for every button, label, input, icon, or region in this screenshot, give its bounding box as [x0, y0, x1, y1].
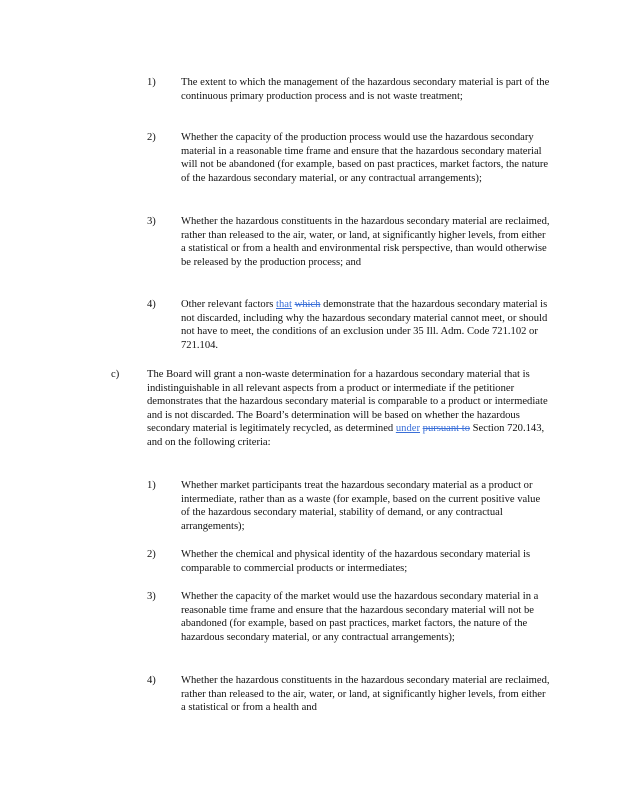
c-item-2-text: Whether the chemical and physical identity of the hazardous secondary material is comparable to commercial products or intermediates; [181, 549, 531, 574]
c-item-3-text: Whether the capacity of the market would use the hazardous secondary material in a reasonable time frame and ensure that the hazardous secondary material will not be abandoned (for example, based on past practices, market factors, the nature of the hazardous secondary material, or any contractual arrangements); [181, 591, 539, 643]
section-c-text: The Board will grant a non-waste determination for a hazardous secondary material that is indistinguishable in all relevant aspects from a product or intermediate if the petitioner demonstrates that the hazardous secondary material is comparable to a product or intermediate and is not discarded. The Board’s determination will be based on whether the hazardous secondary material is legitimately recycled, as determined under pursuant to Section 720.143, and on the following criteria: [147, 369, 548, 448]
c-item-3-number: 3) [147, 591, 156, 602]
c-item-1-text: Whether market participants treat the hazardous secondary material as a product or intermediate, rather than as a waste (for example, based on the current positive value of the hazardous secondary material, stability of demand, or any contractual arrangements); [181, 480, 541, 532]
item-4-text: Other relevant factors that which demonstrate that the hazardous secondary material is not discarded, including why the hazardous secondary material cannot meet, or should not have to meet, the conditions of an exclusion under 35 Ill. Adm. Code 721.102 or 721.104. [181, 299, 548, 351]
c-item-2-number: 2) [147, 549, 156, 560]
inserted-text: under [395, 423, 420, 435]
item-2-text: Whether the capacity of the production process would use the hazardous secondary material in a reasonable time frame and ensure that the hazardous secondary material will not be abandoned (for example, based on past practices, market factors, the nature of the hazardous secondary material, or any contractual arrangements); [181, 132, 549, 184]
item-1-number: 1) [147, 77, 156, 88]
c-item-4-text: Whether the hazardous constituents in the hazardous secondary material are reclaimed, rather than released to the air, water, or land, at significantly higher levels, from either a statistical or from a health and [181, 675, 550, 714]
item-4-number: 4) [147, 299, 156, 310]
item-3-number: 3) [147, 216, 156, 227]
section-c-label: c) [111, 369, 120, 380]
item-1-text: The extent to which the management of the hazardous secondary material is part of the continuous primary production process and is not waste treatment; [181, 77, 550, 102]
deleted-text: which [294, 299, 321, 310]
inserted-text: that [276, 299, 292, 310]
item-3-text: Whether the hazardous constituents in the hazardous secondary material are reclaimed, rather than released to the air, water, or land, at significantly higher levels, from either a statistical or from a health and environmental risk perspective, than would otherwise be released by the production process; and [181, 216, 550, 268]
deleted-text: pursuant to [422, 423, 471, 435]
c-item-4-number: 4) [147, 675, 156, 686]
item-2-number: 2) [147, 132, 156, 143]
c-item-1-number: 1) [147, 480, 156, 491]
